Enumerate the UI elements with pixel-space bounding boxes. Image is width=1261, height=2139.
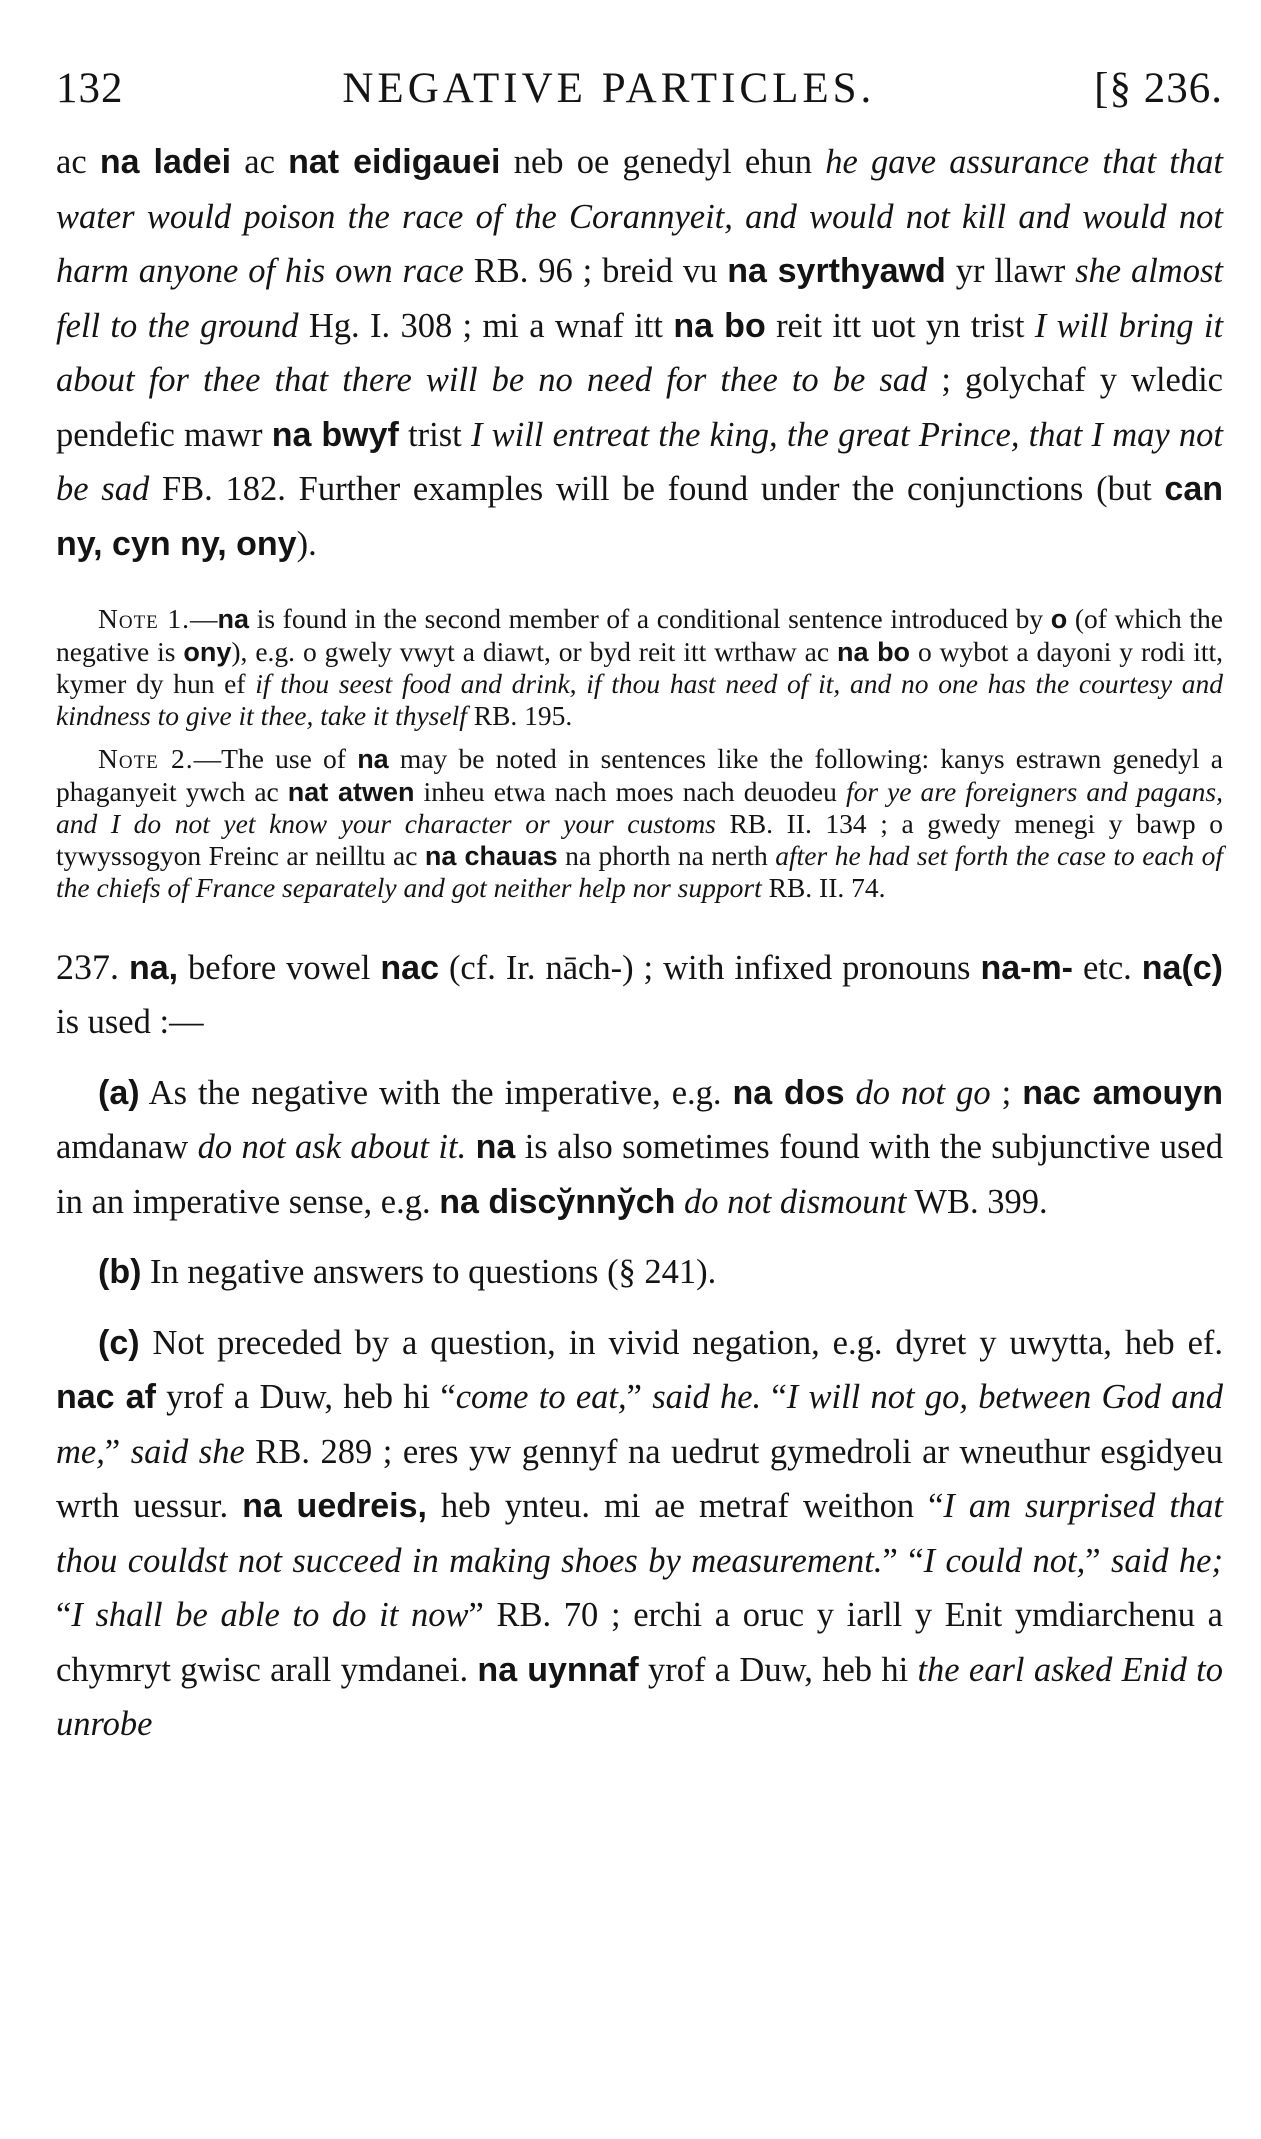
- text-run: ac: [56, 143, 100, 181]
- translation-gloss: I shall be able to do it now: [71, 1596, 469, 1634]
- text-run: na phorth na nerth: [557, 839, 776, 871]
- welsh-term: nat eidigauei: [288, 143, 501, 181]
- text-run: ”: [626, 1378, 653, 1416]
- text-run: RB. 96 ; breid vu: [463, 252, 728, 290]
- section-reference: [§ 236.: [1094, 65, 1223, 112]
- translation-gloss: said she: [130, 1432, 245, 1471]
- welsh-term: na dos: [732, 1073, 845, 1112]
- text-run: ” “: [882, 1541, 924, 1580]
- text-run: FB. 182. Further examples will be found under the conjunctions (but: [149, 470, 1165, 508]
- welsh-term: na: [475, 1128, 516, 1166]
- translation-gloss: said he;: [1110, 1541, 1223, 1580]
- note-1: [56, 603, 1223, 731]
- text-run: (cf. Ir. nāch-) ; with infixed pronouns: [438, 948, 981, 987]
- welsh-term: na,: [128, 948, 179, 987]
- translation-gloss: after he had set forth the case to each of the chiefs of France separately and got neither help nor support: [56, 839, 1224, 903]
- text-run: amdanaw: [56, 1128, 198, 1166]
- welsh-term: nac: [380, 948, 439, 987]
- paragraph-examples: [56, 135, 1223, 571]
- running-header: [56, 64, 1223, 113]
- text-run: ), e.g. o gwely vwyt a diawt, or byd reit itt wrthaw ac: [231, 635, 837, 667]
- subsection-b: [56, 1245, 1223, 1300]
- subsection-c: [56, 1316, 1223, 1752]
- welsh-term: na bwyf: [271, 415, 399, 454]
- welsh-term: na syrthyawd: [727, 252, 946, 290]
- text-run: (of which the negative is: [56, 603, 1223, 667]
- text-run: “: [56, 1596, 72, 1634]
- translation-gloss: do not dismount: [684, 1182, 907, 1221]
- text-run: inheu etwa nach moes nach deuodeu: [414, 775, 846, 807]
- text-run: “: [761, 1378, 787, 1416]
- welsh-term: o: [1050, 604, 1068, 634]
- text-run: before vowel: [178, 948, 381, 987]
- translation-gloss: if thou seest food and drink, if thou hast need of it, and no one has the courtesy and kindness to give it thee, take it thyself: [56, 668, 1224, 731]
- text-run: [466, 1128, 475, 1166]
- translation-gloss: she almost fell to the ground: [56, 252, 1223, 345]
- welsh-term: (c): [98, 1323, 140, 1362]
- translation-gloss: he gave assurance that that water would poison the race of the Corannyeit, and would not kill and would not harm anyone of his own race: [56, 143, 1223, 290]
- translation-gloss: come to eat,: [455, 1378, 627, 1416]
- text-run: trist: [398, 415, 471, 454]
- text-run: yrof a Duw, heb hi “: [155, 1378, 456, 1416]
- text-run: ).: [296, 524, 317, 563]
- welsh-term: (b): [98, 1253, 142, 1291]
- welsh-term: na uedreis,: [242, 1487, 427, 1525]
- text-run: may be noted in sentences like the following: kanys estrawn genedyl a phaganyeit ywch ac: [56, 743, 1223, 807]
- text-run: is used :—: [56, 1003, 204, 1041]
- welsh-term: na uynnaf: [477, 1650, 639, 1689]
- welsh-term: nac af: [56, 1378, 156, 1416]
- text-run: [845, 1074, 856, 1112]
- page: [56, 64, 1223, 1752]
- text-run: [119, 949, 129, 987]
- translation-gloss: said he.: [652, 1378, 762, 1416]
- text-run: ac: [231, 143, 289, 181]
- text-run: [675, 1183, 684, 1221]
- welsh-term: na chauas: [424, 840, 558, 871]
- note-label: Note 2.: [98, 743, 194, 774]
- welsh-term: nac amouyn: [1022, 1073, 1224, 1112]
- welsh-term: na(c): [1141, 948, 1223, 987]
- welsh-term: na bo: [673, 306, 766, 345]
- text-run: is also sometimes found with the subjunctive used in an imperative sense, e.g.: [56, 1128, 1224, 1221]
- text-run: etc.: [1073, 948, 1142, 987]
- translation-gloss: I am surprised that thou couldst not succeed in making shoes by measurement.: [56, 1487, 1224, 1580]
- text-run: neb oe genedyl ehun: [500, 143, 826, 181]
- text-run: —The use of: [193, 743, 358, 774]
- text-run: RB. II. 74.: [761, 872, 886, 903]
- welsh-term: na-m-: [980, 948, 1073, 987]
- welsh-term: ony: [183, 636, 232, 667]
- translation-gloss: the earl asked Enid to unrobe: [56, 1650, 1223, 1743]
- welsh-term: na: [217, 604, 250, 634]
- translation-gloss: I could not,: [923, 1541, 1086, 1580]
- welsh-term: na bo: [837, 636, 911, 667]
- text-run: heb ynteu. mi ae metraf weithon “: [426, 1487, 944, 1525]
- welsh-term: na ladei: [99, 143, 232, 181]
- text-run: WB. 399.: [906, 1182, 1048, 1221]
- text-run: Hg. I. 308 ; mi a wnaf itt: [298, 306, 674, 345]
- translation-gloss: I will entreat the king, the great Prince, that I may not be sad: [56, 415, 1224, 508]
- text-run: yr llawr: [945, 252, 1076, 290]
- text-run: yrof a Duw, heb hi: [638, 1650, 918, 1689]
- text-run: In negative answers to questions (§ 241).: [141, 1253, 717, 1291]
- text-run: ”: [104, 1432, 131, 1471]
- text-run: is found in the second member of a conditional sentence introduced by: [249, 603, 1051, 634]
- welsh-term: (a): [98, 1073, 140, 1112]
- text-run: RB. 289 ; eres yw gennyf na uedrut gymedroli ar wneuthur esgidyeu wrth uessur.: [56, 1432, 1223, 1525]
- text-run: As the negative with the imperative, e.g.: [139, 1073, 733, 1112]
- text-run: Not preceded by a question, in vivid negation, e.g. dyret y uwytta, heb ef.: [139, 1323, 1223, 1362]
- translation-gloss: do not ask about it.: [197, 1128, 467, 1166]
- translation-gloss: I will bring it about for thee that there will be no need for thee to be sad: [56, 306, 1224, 399]
- subsection-a: [56, 1066, 1223, 1230]
- text-run: ;: [990, 1073, 1023, 1112]
- note-label: Note 1.: [98, 603, 191, 634]
- welsh-term: nat atwen: [287, 776, 415, 807]
- translation-gloss: I will not go, between God and me,: [56, 1378, 1223, 1471]
- text-run: ”: [1085, 1541, 1111, 1580]
- welsh-term: can ny, cyn ny, ony: [56, 470, 1223, 563]
- text-run: ; golychaf y wledic pendefic mawr: [56, 361, 1223, 454]
- translation-gloss: for ye are foreigners and pagans, and I do not yet know your character or your customs: [56, 775, 1223, 839]
- page-number: 132: [56, 65, 124, 112]
- chapter-title: NEGATIVE PARTICLES.: [342, 65, 876, 112]
- translation-gloss: do not go: [855, 1073, 991, 1112]
- text-run: RB. 195.: [466, 699, 573, 731]
- text-run: RB. II. 134 ; a gwedy menegi y bawp o tywyssogyon Freinc ar neilltu ac: [56, 808, 1224, 871]
- section-237-heading: [56, 940, 1223, 1050]
- text-run: —: [190, 603, 218, 634]
- welsh-term: na discy̆nny̆ch: [439, 1182, 676, 1221]
- note-2: [56, 743, 1223, 904]
- welsh-term: na: [357, 744, 389, 774]
- text-run: ” RB. 70 ; erchi a oruc y iarll y Enit ymdiarchenu a chymryt gwisc arall ymdanei.: [56, 1596, 1223, 1689]
- text-run: o wybot a dayoni y rodi itt, kymer dy hun ef: [56, 635, 1223, 699]
- text-run: reit itt uot yn trist: [765, 306, 1035, 345]
- section-number: 237.: [56, 946, 119, 987]
